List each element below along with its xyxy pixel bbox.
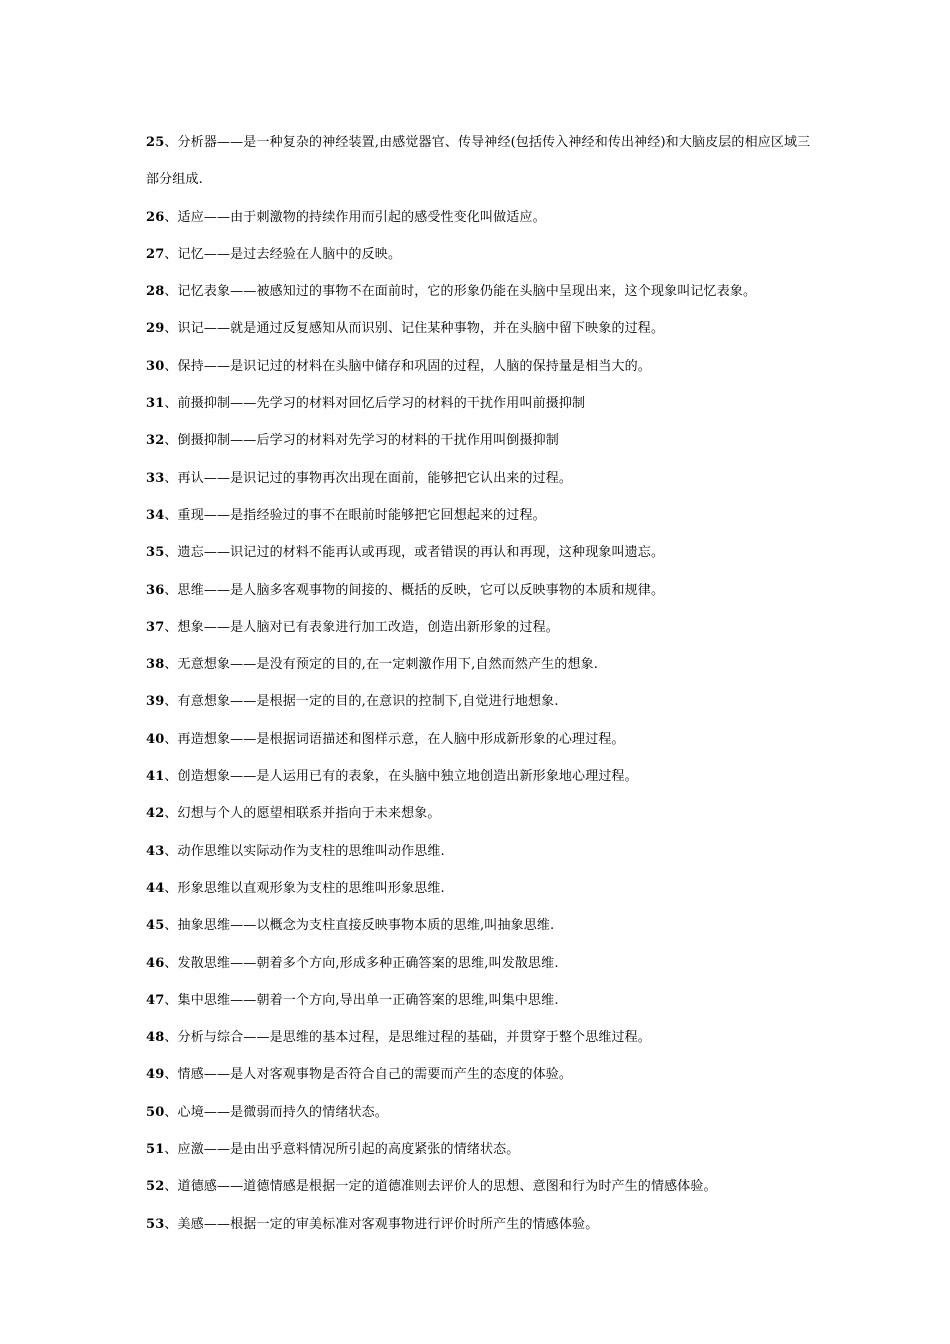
entry-text: 、发散思维——朝着多个方向,形成多种正确答案的思维,叫发散思维. — [164, 955, 559, 971]
entry-number: 44 — [146, 880, 165, 896]
entry-text: 、创造想象——是人运用已有的表象，在头脑中独立地创造出新形象地心理过程。 — [164, 769, 638, 785]
entry-text: 、再认——是识记过的事物再次出现在面前，能够把它认出来的过程。 — [164, 470, 573, 486]
entry-number: 37 — [146, 619, 165, 635]
entry-number: 25 — [146, 135, 165, 150]
entry-text: 、保持——是识记过的材料在头脑中储存和巩固的过程，人脑的保持量是相当大的。 — [164, 358, 651, 374]
entry-number: 41 — [146, 769, 165, 785]
entry-text: 、记忆表象——被感知过的事物不在面前时，它的形象仍能在头脑中呈现出来，这个现象叫记忆表象。 — [164, 284, 757, 300]
entry-text: 、识记——就是通过反复感知从而识别、记住某种事物，并在头脑中留下映象的过程。 — [164, 321, 665, 337]
entry-number: 50 — [146, 1104, 165, 1120]
entry-text: 、形象思维以直观形象为支柱的思维叫形象思维. — [164, 880, 445, 896]
entry-text: 、前摄抑制——先学习的材料对回忆后学习的材料的干扰作用叫前摄抑制 — [164, 396, 586, 412]
entry-text: 、情感——是人对客观事物是否符合自己的需要而产生的态度的体验。 — [164, 1067, 573, 1083]
entry-number: 51 — [146, 1142, 165, 1158]
definition-entry — [146, 1094, 816, 1131]
definition-entry — [146, 460, 816, 497]
definition-entry — [146, 609, 816, 646]
definition-entry — [146, 907, 816, 944]
entry-text: 、有意想象——是根据一定的目的,在意识的控制下,自觉进行地想象. — [164, 694, 559, 710]
entry-text: 、集中思维——朝着一个方向,导出单一正确答案的思维,叫集中思维. — [164, 992, 559, 1008]
entry-text: 、道德感——道德情感是根据一定的道德准则去评价人的思想、意图和行为时产生的情感体验。 — [164, 1179, 717, 1195]
entry-number: 42 — [146, 806, 165, 822]
entry-number: 46 — [146, 955, 165, 971]
definition-entry — [146, 199, 816, 236]
definition-entry — [146, 534, 816, 571]
entry-number: 30 — [146, 358, 165, 374]
definition-entry — [146, 833, 816, 870]
definition-entry — [146, 1019, 816, 1056]
definition-entry — [146, 758, 816, 795]
entry-number: 39 — [146, 694, 165, 710]
definition-entry — [146, 273, 816, 310]
definition-entry — [146, 385, 816, 422]
definition-entry — [146, 572, 816, 609]
entry-number: 29 — [146, 321, 165, 337]
entry-number: 32 — [146, 433, 165, 449]
entry-number: 52 — [146, 1179, 165, 1195]
entry-text: 、重现——是指经验过的事不在眼前时能够把它回想起来的过程。 — [164, 507, 546, 523]
entry-number: 26 — [146, 209, 165, 225]
entry-text: 、遗忘——识记过的材料不能再认或再现，或者错误的再认和再现，这种现象叫遗忘。 — [164, 545, 665, 561]
entry-number: 38 — [146, 657, 165, 673]
entry-number: 27 — [146, 246, 165, 262]
entry-number: 35 — [146, 545, 165, 561]
definition-entry — [146, 236, 816, 273]
entry-text: 、想象——是人脑对已有表象进行加工改造，创造出新形象的过程。 — [164, 619, 559, 635]
entry-text: 、分析与综合——是思维的基本过程，是思维过程的基础，并贯穿于整个思维过程。 — [164, 1030, 651, 1046]
entry-number: 31 — [146, 396, 165, 412]
definition-entry — [146, 1206, 816, 1243]
definition-entry — [146, 945, 816, 982]
definition-entry — [146, 1056, 816, 1093]
definition-entry — [146, 310, 816, 347]
entry-number: 28 — [146, 284, 165, 300]
definition-entry — [146, 497, 816, 534]
entry-number: 53 — [146, 1216, 165, 1232]
entry-text: 、倒摄抑制——后学习的材料对先学习的材料的干扰作用叫倒摄抑制 — [164, 433, 559, 449]
definition-entry — [146, 1168, 816, 1205]
entry-number: 34 — [146, 507, 165, 523]
entry-number: 43 — [146, 843, 165, 859]
entry-number: 47 — [146, 992, 165, 1008]
definition-entry — [146, 870, 816, 907]
entry-number: 45 — [146, 918, 165, 934]
entry-text: 、应激——是由出乎意料情况所引起的高度紧张的情绪状态。 — [164, 1142, 520, 1158]
entry-number: 48 — [146, 1030, 165, 1046]
entry-text: 、美感——根据一定的审美标准对客观事物进行评价时所产生的情感体验。 — [164, 1216, 599, 1232]
entry-text: 、分析器——是一种复杂的神经装置,由感觉器官、传导神经(包括传入神经和传出神经)和大脑皮层的相应区域三部分组成. — [146, 135, 811, 188]
entry-number: 40 — [146, 731, 165, 747]
entry-text: 、抽象思维——以概念为支柱直接反映事物本质的思维,叫抽象思维. — [164, 918, 555, 934]
definition-entry — [146, 422, 816, 459]
entry-number: 49 — [146, 1067, 165, 1083]
definition-entry — [146, 124, 816, 199]
definition-entry — [146, 795, 816, 832]
definition-entry — [146, 646, 816, 683]
entry-text: 、动作思维以实际动作为支柱的思维叫动作思维. — [164, 843, 445, 859]
entry-text: 、再造想象——是根据词语描述和图样示意，在人脑中形成新形象的心理过程。 — [164, 731, 625, 747]
entry-text: 、适应——由于刺激物的持续作用而引起的感受性变化叫做适应。 — [164, 209, 546, 225]
definition-entry — [146, 348, 816, 385]
entry-text: 、思维——是人脑多客观事物的间接的、概括的反映，它可以反映事物的本质和规律。 — [164, 582, 665, 598]
definition-entry — [146, 982, 816, 1019]
definition-entry — [146, 721, 816, 758]
definition-entry — [146, 1131, 816, 1168]
definition-list — [146, 124, 816, 1243]
entry-number: 33 — [146, 470, 165, 486]
entry-text: 、记忆——是过去经验在人脑中的反映。 — [164, 246, 402, 262]
definition-entry — [146, 683, 816, 720]
entry-text: 、无意想象——是没有预定的目的,在一定刺激作用下,自然而然产生的想象. — [164, 657, 599, 673]
entry-number: 36 — [146, 582, 165, 598]
entry-text: 、心境——是微弱而持久的情绪状态。 — [164, 1104, 388, 1120]
entry-text: 、幻想与个人的愿望相联系并指向于未来想象。 — [164, 806, 441, 822]
